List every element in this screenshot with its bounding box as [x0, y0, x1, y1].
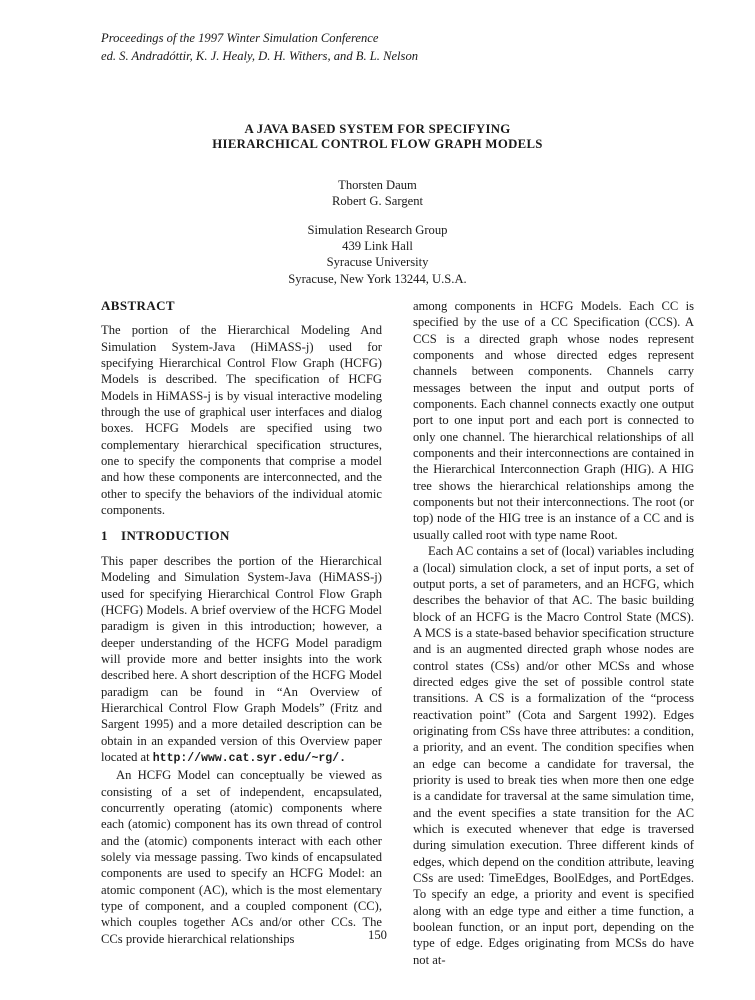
- section-number: 1: [101, 528, 108, 544]
- title-line-1: A JAVA BASED SYSTEM FOR SPECIFYING: [244, 122, 511, 136]
- abstract-text: The portion of the Hierarchical Modeling And Simulation System-Java (HiMASS-j) used for specifying Hierarchical Control Flow Graph (HCFG) Models is described. The specification of HCFG Models in HiMASS-j is by visual interactive modeling through the use of graphical user interfaces and dialog boxes. HCFG Models are specified using two complementary hierarchical specification structures, one to specify the components that comprise a model and how these components are interconnected, and the other to specify the behaviors of the individual atomic components.: [101, 323, 382, 518]
- author-name: Robert G. Sargent: [331, 194, 424, 209]
- affiliation-line: Syracuse, New York 13244, U.S.A.: [288, 271, 467, 286]
- author-block: [0, 177, 755, 209]
- introduction-heading: [101, 528, 382, 544]
- left-column: [101, 298, 382, 947]
- title-line-2: HIERARCHICAL CONTROL FLOW GRAPH MODELS: [212, 136, 543, 151]
- affiliation-line: Simulation Research Group: [307, 223, 448, 237]
- affiliation-line: 439 Link Hall: [342, 239, 413, 254]
- intro-paragraph-1-text: This paper describes the portion of the Hierarchical Modeling and Simulation System-Java (HiMASS-j) used for specifying Hierarchical Control Flow Graph (HCFG) Models. A brief overview of the HCFG Model paradigm is given in this introduction; however, a deeper understanding of the HCFG Model paradigm will provide more and better insights into the work described here. A short description of the HCFG Model paradigm can be found in “An Overview of Hierarchical Control Flow Graph Models” (Fritz and Sargent 1995) and a more detailed description can be obtain in an expanded version of this Overview paper located at: [101, 553, 382, 764]
- affiliation-block: [0, 222, 755, 287]
- abstract-heading: ABSTRACT: [101, 298, 175, 313]
- affiliation-line: Syracuse University: [326, 255, 429, 270]
- intro-paragraph-3: Each AC contains a set of (local) variables including a (local) simulation clock, a set of input ports, a set of output ports, a set of parameters, and an HCFG, which describes the behavior of that AC. The basic building block of an HCFG is the Macro Control State (MCS). A MCS is a state-based behavior specification structure and is an augmented directed graph whose nodes are control states (CSs) and/or other MCSs and whose directed edges give the set of possible control state transitions. A CS is a formalization of the “process reactivation point” (Cota and Sargent 1992). Edges originating from CSs have three attributes: a condition, a priority, and an event. The condition specifies when an edge can become a candidate for traversal, the priority is used to break ties when more then one edge is a candidate for traversal at the same simulation time, and the event specifies a state transition for the AC which is executed whenever that edge is traversed during simulation execution. Three different kinds of edges, which depend on the condition attribute, leaving CSs are used: TimeEdges, BoolEdges, and PortEdges. To specify an edge, a priority and event is specified along with an edge type and either a time function, a boolean function, or an input port, depending on the type of edge. Edges originating from MCSs do have not at-: [413, 544, 694, 967]
- page-number: 150: [368, 928, 387, 942]
- section-title: INTRODUCTION: [121, 528, 230, 544]
- proceedings-line: Proceedings of the 1997 Winter Simulation Conference: [101, 31, 379, 45]
- paper-title: [0, 122, 755, 151]
- intro-paragraph-1: [101, 553, 382, 767]
- intro-paragraph-2: An HCFG Model can conceptually be viewed as consisting of a set of independent, encapsulated, concurrently operating (atomic) components where each (atomic) component has its own thread of control and the (atomic) components interact with each other solely via message passing. Two kinds of encapsulated components are used to specify an HCFG Model: an atomic component (AC), which is the most elementary type of component, and a coupled component (CC), which couples together ACs and/or other CCs. The CCs provide hierarchical relationships: [101, 768, 382, 946]
- author-name: Thorsten Daum: [338, 178, 417, 192]
- intro-paragraph-2-continued: among components in HCFG Models. Each CC is specified by the use of a CC Specification (CCS). A CCS is a directed graph whose nodes represent components and whose directed edges represent channels between components. Channels carry messages between the input and output ports of components. Each channel connects exactly one output port to one input port and each port is connected to only one channel. The hierarchical relationships of all components and their interconnections are contained in the Hierarchical Interconnection Graph (HIG). A HIG tree shows the hierarchical relationships among the components but not their interconnections. The root (or top) node of the HIG tree is an instance of a CC and is usually called root with type name Root.: [413, 299, 694, 542]
- right-column: [413, 298, 694, 968]
- editors-line: ed. S. Andradóttir, K. J. Healy, D. H. Withers, and B. L. Nelson: [101, 49, 419, 63]
- overview-url-link[interactable]: http://www.cat.syr.edu/~rg/.: [152, 751, 346, 765]
- proceedings-header: [101, 29, 661, 65]
